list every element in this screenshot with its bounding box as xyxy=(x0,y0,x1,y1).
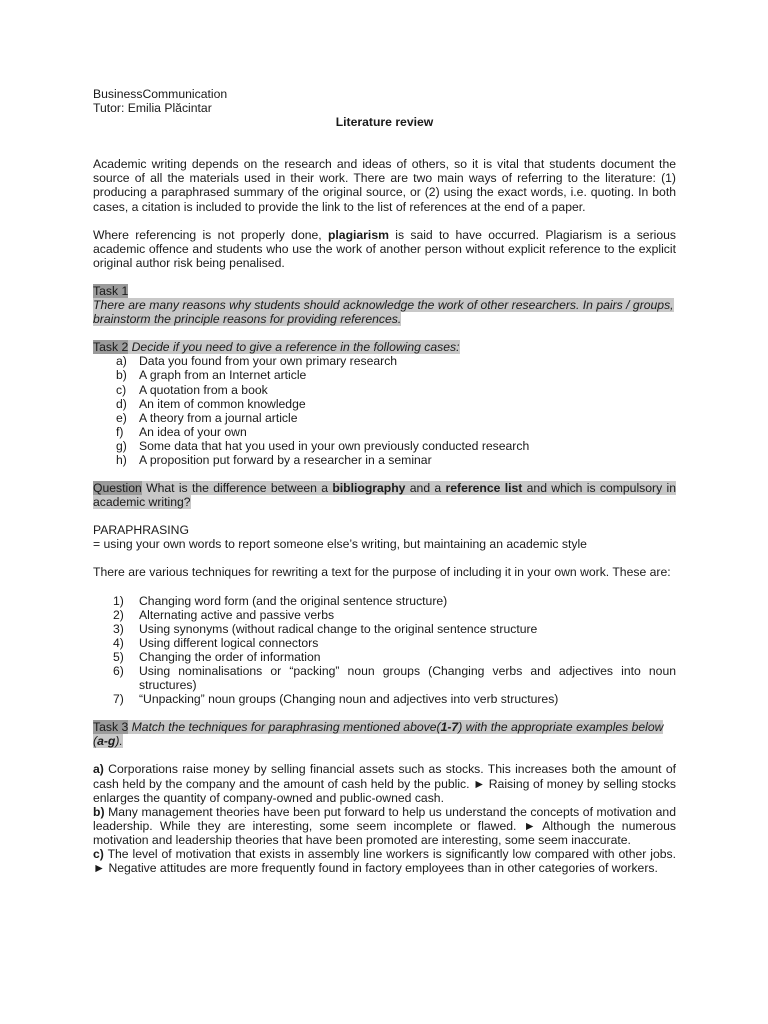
plagiarism-term: plagiarism xyxy=(327,227,389,242)
paraphrasing-heading: PARAPHRASING xyxy=(93,523,189,538)
list-marker: 6) xyxy=(113,664,124,678)
task-2-case-item xyxy=(93,453,676,467)
task-2-text: Decide if you need to give a reference in the following cases: xyxy=(128,340,460,355)
task-3-text-1: Match the techniques for paraphrasing mentioned above( xyxy=(128,720,441,735)
list-item-text: “Unpacking” noun groups (Changing noun and adjectives into verb structures) xyxy=(139,692,559,707)
task-1 xyxy=(93,284,676,326)
task-3 xyxy=(93,720,676,748)
task-2-case-item xyxy=(93,411,676,425)
reference-list-term: reference list xyxy=(445,481,523,496)
question-text-1: What is the difference between a xyxy=(141,481,333,496)
technique-item xyxy=(93,650,676,664)
list-marker: 3) xyxy=(113,621,124,636)
task-2-case-item xyxy=(93,425,676,439)
list-marker: g) xyxy=(116,438,127,453)
example-paragraph xyxy=(93,805,676,847)
list-marker: 7) xyxy=(113,692,124,707)
list-item-text: Using synonyms (without radical change to the original sentence structure xyxy=(139,621,538,636)
question-text-2: and a xyxy=(405,481,446,496)
technique-item xyxy=(93,594,676,608)
list-marker: e) xyxy=(116,410,127,425)
task-3-range-numbers: 1-7 xyxy=(440,720,459,735)
task-2-case-item xyxy=(93,439,676,453)
list-item-text: An idea of your own xyxy=(139,424,247,439)
task-2 xyxy=(93,340,676,467)
task-2-case-item xyxy=(93,397,676,411)
list-marker: 1) xyxy=(113,593,124,608)
document-page xyxy=(93,87,676,875)
list-item-text: Using different logical connectors xyxy=(139,635,319,650)
paraphrasing-intro: There are various techniques for rewriting a text for the purpose of including it in your own work. These are: xyxy=(93,565,671,580)
list-marker: c) xyxy=(116,382,127,397)
list-item-text: Using nominalisations or “packing” noun groups (Changing verbs and adjectives into noun structures) xyxy=(139,664,676,693)
task-2-label: Task 2 xyxy=(93,340,129,355)
list-marker: h) xyxy=(116,452,127,467)
list-marker: d) xyxy=(116,396,127,411)
question-text-3: and which is compulsory in academic writing? xyxy=(93,481,676,510)
paraphrasing-technique-list xyxy=(93,594,676,707)
intro-paragraph-2 xyxy=(93,228,676,270)
list-marker: 4) xyxy=(113,635,124,650)
list-marker: b) xyxy=(116,368,127,383)
paraphrasing-definition: = using your own words to report someone else’s writing, but maintaining an academic style xyxy=(93,537,587,552)
question-label: Question xyxy=(93,481,142,496)
document-title: Literature review xyxy=(335,115,434,130)
technique-item xyxy=(93,636,676,650)
technique-item xyxy=(93,692,676,706)
task-3-range-letters: a-g xyxy=(97,734,116,749)
example-text: Corporations raise money by selling financial assets such as stocks. This increases both the amount of cash held by the company and the amount of cash held by the public. ► Raising of money by selling stocks enlarges the quantity of company-owned and public-owned cash. xyxy=(93,762,676,805)
example-marker: b) xyxy=(93,804,105,819)
list-item-text: A theory from a journal article xyxy=(139,410,298,425)
list-marker: 5) xyxy=(113,649,124,664)
example-marker: c) xyxy=(93,847,104,862)
task-1-label: Task 1 xyxy=(93,283,129,298)
list-item-text: A proposition put forward by a researcher in a seminar xyxy=(139,452,432,467)
technique-item xyxy=(93,664,676,692)
task-2-case-item xyxy=(93,368,676,382)
list-item-text: Alternating active and passive verbs xyxy=(139,607,335,622)
task-3-text-2: ) with the appropriate examples below ( xyxy=(93,720,664,749)
list-item-text: A quotation from a book xyxy=(139,382,268,397)
task-2-case-item xyxy=(93,354,676,368)
intro-p2-text-end: is said to have occurred. Plagiarism is a serious academic offence and students who use the work of another person without explicit reference to the explicit original author risk being penalised. xyxy=(93,227,676,270)
example-marker: a) xyxy=(93,762,104,777)
list-item-text: Data you found from your own primary research xyxy=(139,354,398,369)
list-marker: f) xyxy=(116,424,124,439)
example-paragraph xyxy=(93,847,676,875)
question-block xyxy=(93,481,676,509)
task-2-case-list xyxy=(93,354,676,467)
task-2-case-item xyxy=(93,383,676,397)
list-item-text: An item of common knowledge xyxy=(139,396,306,411)
task-3-text-3: ). xyxy=(115,734,123,749)
paraphrasing-examples xyxy=(93,762,676,875)
list-marker: 2) xyxy=(113,607,124,622)
task-1-text: There are many reasons why students should acknowledge the work of other researchers. In pairs / groups, brainstorm the principle reasons for providing references. xyxy=(93,298,674,327)
list-item-text: Changing the order of information xyxy=(139,649,321,664)
technique-item xyxy=(93,622,676,636)
example-paragraph xyxy=(93,762,676,804)
example-text: Many management theories have been put forward to help us understand the concepts of motivation and leadership. While they are interesting, some seem incomplete or flawed. ► Although the numerous motivation and leadership theories that have been promoted are interesting, some seem inaccurate. xyxy=(93,804,676,847)
example-text: The level of motivation that exists in assembly line workers is significantly low compared with other jobs. ► Negative attitudes are more frequently found in factory employees than in other categories of workers. xyxy=(93,847,676,876)
tutor-line: Tutor: Emilia Plăcintar xyxy=(93,101,212,116)
task-3-label: Task 3 xyxy=(93,720,129,735)
technique-item xyxy=(93,608,676,622)
list-item-text: A graph from an Internet article xyxy=(139,368,307,383)
list-item-text: Some data that hat you used in your own previously conducted research xyxy=(139,438,530,453)
bibliography-term: bibliography xyxy=(332,481,406,496)
list-marker: a) xyxy=(116,354,127,369)
intro-p2-text-start: Where referencing is not properly done, xyxy=(93,227,328,242)
course-name: BusinessCommunication xyxy=(93,87,228,101)
intro-paragraph-1: Academic writing depends on the research and ideas of others, so it is vital that students document the source of all the materials used in their work. There are two main ways of referring to the literature: (1) producing a paraphrased summary of the original source, or (2) using the exact words, i.e. quoting. In both cases, a citation is included to provide the link to the list of references at the end of a paper. xyxy=(93,157,676,214)
list-item-text: Changing word form (and the original sentence structure) xyxy=(139,593,448,608)
